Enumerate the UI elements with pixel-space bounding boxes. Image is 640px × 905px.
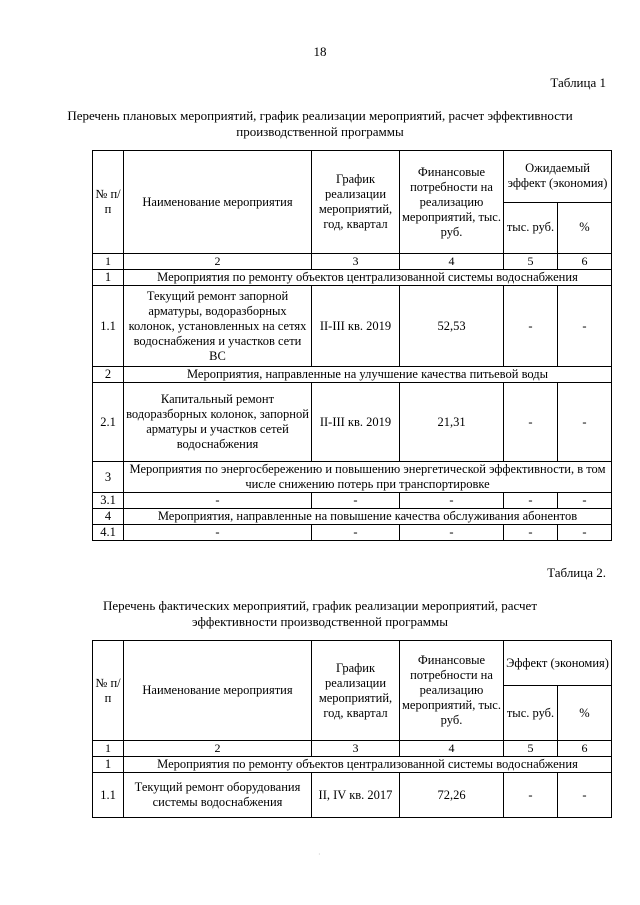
column-number-cell: 2: [124, 741, 312, 757]
header-effect: Ожидаемый эффект (экономия): [504, 151, 612, 203]
table1-header-row: [93, 151, 612, 203]
section-title-cell: Мероприятия, направленные на повышение качества обслуживания абонентов: [124, 509, 612, 525]
cell-rub: -: [504, 773, 558, 818]
cell-rub: -: [504, 286, 558, 367]
section-row: [93, 462, 612, 493]
column-number-row: [93, 741, 612, 757]
cell-pct: -: [558, 773, 612, 818]
table1-label: Таблица 1: [550, 75, 606, 90]
table1-title: Перечень плановых мероприятий, график реализации мероприятий, расчет эффективности производственной программы: [67, 108, 573, 139]
section-number-cell: 1: [93, 270, 124, 286]
cell-schedule: II, IV кв. 2017: [312, 773, 400, 818]
column-number-cell: 3: [312, 741, 400, 757]
column-number-cell: 1: [93, 741, 124, 757]
cell-finance: -: [400, 525, 504, 541]
section-number-cell: 3: [93, 462, 124, 493]
header-effect-rub: тыс. руб.: [504, 686, 558, 741]
table-row: [93, 773, 612, 818]
section-row: [93, 757, 612, 773]
cell-num: 4.1: [93, 525, 124, 541]
cell-num: 2.1: [93, 383, 124, 462]
header-name: Наименование мероприятия: [124, 641, 312, 741]
section-title-cell: Мероприятия по ремонту объектов централизованной системы водоснабжения: [124, 270, 612, 286]
faint-mark: ·: [318, 850, 321, 859]
header-effect-rub: тыс. руб.: [504, 202, 558, 254]
column-number-cell: 5: [504, 741, 558, 757]
cell-rub: -: [504, 525, 558, 541]
cell-num: 3.1: [93, 493, 124, 509]
header-effect-pct: %: [558, 686, 612, 741]
table-row: [93, 525, 612, 541]
cell-schedule: -: [312, 525, 400, 541]
section-row: [93, 509, 612, 525]
cell-pct: -: [558, 383, 612, 462]
section-row: [93, 367, 612, 383]
table2: [92, 640, 612, 818]
column-number-row: [93, 254, 612, 270]
cell-rub: -: [504, 383, 558, 462]
table2-label: Таблица 2.: [547, 565, 606, 580]
section-number-cell: 4: [93, 509, 124, 525]
table-row: [93, 493, 612, 509]
header-finance: Финансовые потребности на реализацию мероприятий, тыс. руб.: [400, 151, 504, 254]
cell-name: Текущий ремонт оборудования системы водоснабжения: [124, 773, 312, 818]
header-effect: Эффект (экономия): [504, 641, 612, 686]
table2-title: Перечень фактических мероприятий, график реализации мероприятий, расчет эффективности производственной программы: [102, 598, 538, 629]
cell-schedule: II-III кв. 2019: [312, 286, 400, 367]
cell-schedule: II-III кв. 2019: [312, 383, 400, 462]
cell-pct: -: [558, 286, 612, 367]
cell-num: 1.1: [93, 286, 124, 367]
table1: [92, 150, 612, 541]
cell-num: 1.1: [93, 773, 124, 818]
column-number-cell: 3: [312, 254, 400, 270]
column-number-cell: 5: [504, 254, 558, 270]
cell-name: Капитальный ремонт водоразборных колонок, запорной арматуры и участков сетей водоснабжения: [124, 383, 312, 462]
section-number-cell: 2: [93, 367, 124, 383]
cell-schedule: -: [312, 493, 400, 509]
cell-finance: 72,26: [400, 773, 504, 818]
column-number-cell: 1: [93, 254, 124, 270]
table-row: [93, 286, 612, 367]
cell-finance: 52,53: [400, 286, 504, 367]
header-effect-pct: %: [558, 202, 612, 254]
header-schedule: График реализации мероприятий, год, квартал: [312, 151, 400, 254]
cell-finance: 21,31: [400, 383, 504, 462]
column-number-cell: 4: [400, 741, 504, 757]
column-number-cell: 4: [400, 254, 504, 270]
page-number: 18: [313, 44, 327, 59]
table2-header-row: [93, 641, 612, 686]
cell-pct: -: [558, 493, 612, 509]
cell-rub: -: [504, 493, 558, 509]
section-row: [93, 270, 612, 286]
cell-pct: -: [558, 525, 612, 541]
section-number-cell: 1: [93, 757, 124, 773]
column-number-cell: 2: [124, 254, 312, 270]
section-title-cell: Мероприятия по ремонту объектов централизованной системы водоснабжения: [124, 757, 612, 773]
cell-name: -: [124, 493, 312, 509]
column-number-cell: 6: [558, 254, 612, 270]
cell-finance: -: [400, 493, 504, 509]
header-schedule: График реализации мероприятий, год, квартал: [312, 641, 400, 741]
header-finance: Финансовые потребности на реализацию мероприятий, тыс. руб.: [400, 641, 504, 741]
header-num: № п/ п: [93, 151, 124, 254]
cell-name: -: [124, 525, 312, 541]
header-num: № п/ п: [93, 641, 124, 741]
section-title-cell: Мероприятия, направленные на улучшение качества питьевой воды: [124, 367, 612, 383]
section-title-cell: Мероприятия по энергосбережению и повышению энергетической эффективности, в том числе снижению потерь при транспортировке: [124, 462, 612, 493]
header-name: Наименование мероприятия: [124, 151, 312, 254]
column-number-cell: 6: [558, 741, 612, 757]
table-row: [93, 383, 612, 462]
cell-name: Текущий ремонт запорной арматуры, водоразборных колонок, установленных на сетях водоснабжения и участков сети ВС: [124, 286, 312, 367]
